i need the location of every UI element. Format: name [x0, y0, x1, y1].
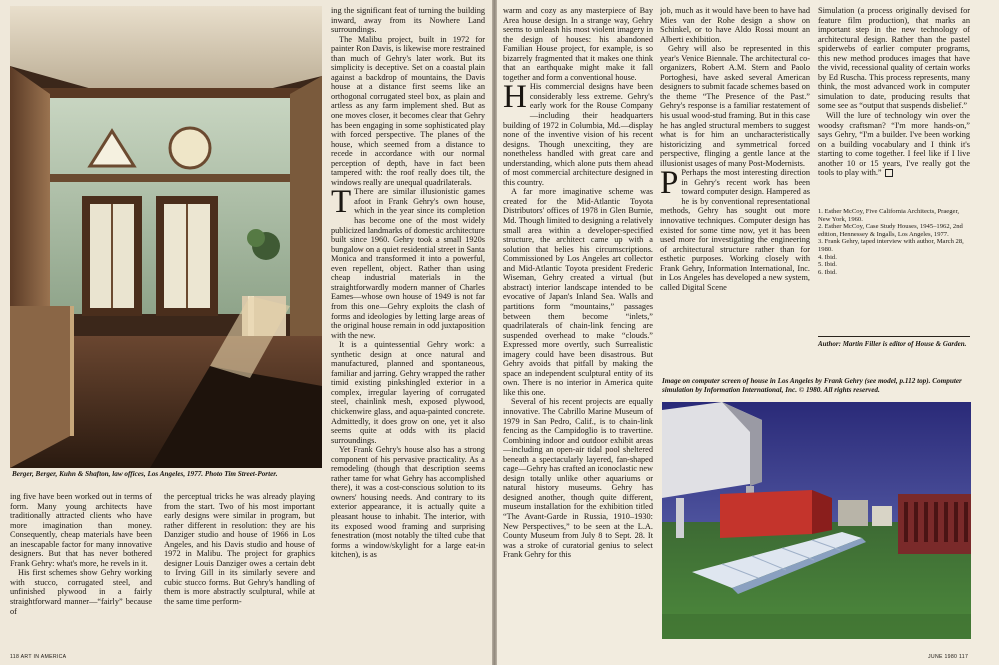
right-folio: JUNE 1980 117	[928, 654, 969, 660]
dropcap-paragraph	[503, 79, 653, 187]
computer-simulation-image	[662, 402, 971, 639]
footnote: 2. Esther McCoy, Case Study Houses, 1945–1962, 2nd edition, Hennessey & Ingalls, Los Angeles, 1977.	[818, 223, 963, 238]
paragraph: ing the significant feat of turning the building inward, away from its Nowhere Land surroundings.	[331, 6, 485, 35]
end-mark-icon	[885, 169, 893, 177]
paragraph: It is a quintessential Gehry work: a synthetic design at once natural and manufactured, planned and spontaneous, familiar and jarring. Gehry wrapped the rather timid existing pinkshingled exterior in a complex, irregular layering of corrugated steel, chainlink mesh, exposed plywood, chickenwire glass, and aqua-painted concrete. Admittedly, it does grow on one, yet it also seems quite at odds with its placid surroundings.	[331, 340, 485, 445]
paragraph: A far more imaginative scheme was created for the Mid-Atlantic Toyota Distributors' offices of 1978 in Glen Burnie, Md. Though limited to designing a relatively small area within a developer-specified structure, the architect came up with a solution that belies his circumscriptions. Commissioned by Los Angeles art collector and Mid-Atlantic Toyota president Frederic Wiseman, Gehry created a virtual (but abstract) interior landscape intended to be evocative of Japan's Inland Sea. Walls and partitions form “mountains,” passages between them become “inlets,” quadrilaterals of chain-link fencing are suspended overhead to make “clouds.” Expressed more overtly, such Surrealistic imagery could have been disastrous. But Gehry avoids that pitfall by making the space an independent sculptural entity of its own. There is no interior in America quite like this one.	[503, 187, 653, 397]
paragraph: Yet Frank Gehry's house also has a strong component of his pervasive practicality. As a remodeling (though that description seems rather tame for what Gehry has accomplished there), it was a cost-conscious solution to its owners' housing needs. And contrary to its exterior appearance, it is actually quite a pleasant house to inhabit. The interior, with its exposed wood framing and surprising fenestration (most notably the tilted cube that forms a window/skylight for a large eat-in kitchen), is as	[331, 445, 485, 560]
paragraph: His first schemes show Gehry working with stucco, corrugated steel, and unfinished plywood in a fairly straightforward manner—“fairly” because of	[10, 568, 152, 616]
computer-image-caption: Image on computer screen of house in Los Angeles by Frank Gehry (see model, p.112 top). Computer simulation by Information International, Inc. © 1980. All rights reserved.	[662, 377, 962, 394]
footnote: 3. Frank Gehry, taped interview with author, March 28, 1980.	[818, 238, 964, 253]
left-column-3	[331, 6, 485, 656]
left-folio: 118 ART IN AMERICA	[10, 654, 67, 660]
right-column-3	[818, 6, 970, 202]
footnote: 5. Ibid.	[818, 261, 837, 269]
paragraph-text: There are similar illusionistic games afoot in Frank Gehry's own house, which in the year since its completion has become one of the most widely publicized landmarks of domestic architecture built since 1960. Gehry took a small 1920s bungalow on a quiet residential street in Santa Monica and transformed it into a powerful, even repellent, object. Rather than using cheap industrial materials in the straightforwardly modern manner of Charles Eames—whose own house of 1949 is not far from this one—Gehry exploits the clash of forms and ideologies by letting large areas of the original house remain in odd juxtaposition with the new.	[331, 187, 485, 340]
paragraph: warm and cozy as any masterpiece of Bay Area house design. In a strange way, Gehry seems to unleash his most violent imagery in the design of houses: his abandoned Familian House project, for example, is so bizarrely fragmented that it makes one think that an earthquake might make it fall together and form a conventional house.	[503, 6, 653, 82]
paragraph: The Malibu project, built in 1972 for painter Ron Davis, is likewise more restrained than much of Gehry's later work. But its simplicity is deceptive. Set on a coastal plain against a backdrop of mountains, the Davis house at a distance first seems like an orthogonal corrugated steel box, as plain and artless as any farm implement shed. But as one moves closer, it becomes clear that Gehry has been engaging in some sophisticated play with forced perspective. The planes of the house, which seemed from a distance to recede in accordance with our normal perception of depth, have in fact been tampered with: the roof really does tilt, the windows really are unequal quadrilaterals.	[331, 34, 485, 187]
paragraph: Gehry will also be represented in this year's Venice Biennale. The architectural co-organizers, Robert A.M. Stern and Paolo Portoghesi, have asked several American designers to submit facade schemes based on the theme “The Presence of the Past.” Gehry's response is a familiar restatement of his usual wood-stud framing. But in this case he has angled structural members to suggest what is for him an uncharacteristically historicizing and symmetrical forced perspective, flinging a gentle lance at the illusionist usages of many Post-Modernists.	[660, 44, 810, 168]
paragraph: Simulation (a process originally devised for feature film production), that marks an important step in the new technology of architectural design. Rather than the pastel spiderwebs of earlier computer programs, this new method produces images that have the vivid, recessional quality of certain works by Ed Ruscha. This process represents, many think, the most advanced work in computer simulation to date, producing results that some see as “output that suspends disbelief.”	[818, 6, 970, 111]
paragraph: Several of his recent projects are equally innovative. The Cabrillo Marine Museum of 1979 in San Pedro, Calif., is to chain-link fencing as the Campidoglio is to travertine. Combining indoor and outdoor exhibit areas—including an open-air tidal pool sheltered beneath a spectacularly layered, fan-shaped cage—Gehry has crafted an iconoclastic new design totally unlike other aquariums or natural history museums. Gehry has designed another, though quite different, museum installation for the exhibition titled “The Avant-Garde in Russia, 1910–1930: New Perspectives,” to be seen at the L.A. County Museum from July 8 to Sept. 28. It was a stroke of curatorial genius to select Frank Gehry for this	[503, 397, 653, 560]
paragraph-text: Will the lure of technology win over the woodsy craftsman? “I'm more hands-on,” says Gehry, “I'm a builder. I've been working on a building vocabulary and I think it's starting to come together. I feel like if I live another 10 or 15 years, I've really got the tools to play with.”	[818, 111, 970, 178]
paragraph-text: Perhaps the most interesting direction in Gehry's recent work has been toward computer design. Hampered as he is by conventional representational methods, Gehry has sought out more innovative techniques. Computer design has existed for some time now, yet it has been used more for investigating the engineering of architectural structure rather than for esthetic purposes. Working closely with Frank Gehry, Information International, Inc. in Los Angeles has developed a new system, called Digital Scene	[660, 168, 810, 292]
interior-photo	[10, 6, 322, 468]
paragraph: ing five have been worked out in terms of form. Many young architects have traditionally attracted clients who have more imagination than money. Consequently, cheap materials have been an inescapable factor for many innovative designers. But that has never bothered Frank Gehry: what's more, he revels in it.	[10, 492, 152, 568]
dropcap-paragraph	[660, 165, 810, 292]
law-office-interior-image	[10, 6, 322, 468]
left-page	[0, 0, 492, 665]
right-column-1	[503, 6, 653, 656]
footnotes	[818, 208, 970, 276]
author-note: Author: Martin Filler is editor of House & Garden.	[818, 340, 967, 348]
photo-caption: Berger, Berger, Kuhn & Shafton, law offices, Los Angeles, 1977. Photo Tim Street-Porter.	[12, 470, 278, 478]
paragraph-text: His commercial designs have been considerably less extreme. Gehry's early work for the Rouse Company—including their headquarters building of 1972 in Columbia, Md.—display none of the inventive vision of his recent designs. Though unexciting, they are nonetheless handled with great care and understanding, which alone puts them ahead of most commercial architecture designed in this country.	[503, 82, 653, 187]
left-column-2	[164, 492, 315, 650]
footnote: 6. Ibid.	[818, 268, 837, 276]
left-column-1	[10, 492, 152, 650]
right-column-2	[660, 6, 810, 396]
footnote: 1. Esther McCoy, Five California Architects, Praeger, New York, 1960.	[818, 208, 960, 223]
drop-cap-t: T	[331, 184, 352, 221]
paragraph	[818, 111, 970, 178]
drop-cap-p: P	[660, 165, 679, 202]
drop-cap-h: H	[503, 79, 527, 116]
footnote: 4. Ibid.	[818, 253, 837, 261]
divider-rule	[818, 336, 970, 337]
paragraph: the perceptual tricks he was already playing from the start. Two of his most important early designs were similar in program, but rather different in resolution: they are his Danziger studio and house of 1966 in Los Angeles, and his Davis studio and house of 1972 in Malibu. The project for graphics designer Louis Danziger owes a certain debt to Irving Gill in its similarly severe and cubic stucco forms. But Gehry's handling of them is more abstractly sculptural, while at the same time perform-	[164, 492, 315, 607]
dropcap-paragraph	[331, 184, 485, 340]
computer-rendering-house	[662, 402, 971, 639]
paragraph: job, much as it would have been to have had Mies van der Rohe design a show on Schinkel, or to have Aldo Rossi mount an Alberti exhibition.	[660, 6, 810, 44]
